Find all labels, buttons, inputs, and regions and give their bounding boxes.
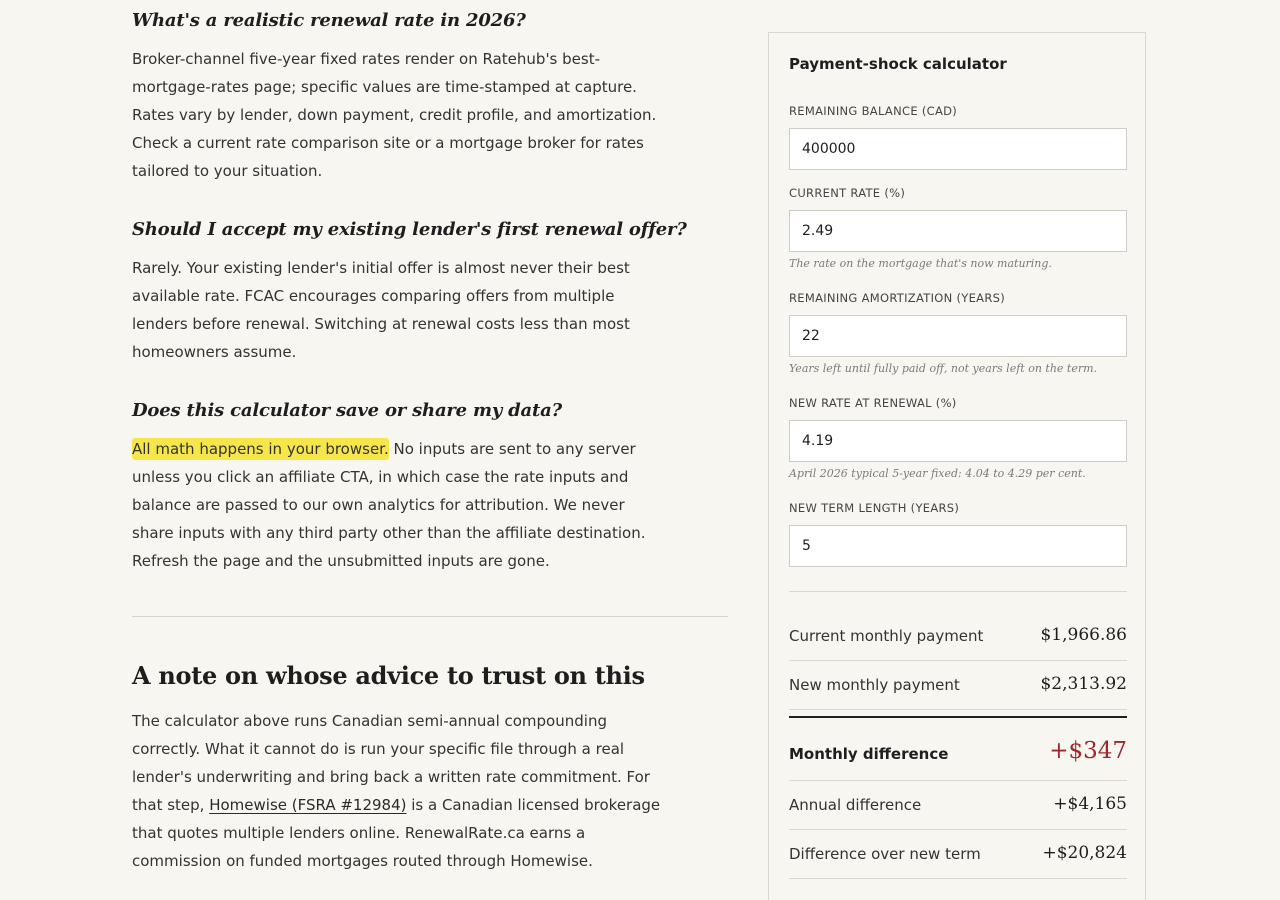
section-divider — [132, 616, 728, 617]
new-rate-hint: April 2026 typical 5-year fixed: 4.04 to 4.29 per cent. — [789, 467, 1086, 480]
results-separator — [789, 591, 1127, 592]
note-text-before-link: The calculator above runs Canadian semi-annual compounding correctly. What it cannot do is run your specific file through a real lender's underwriting and bring back a written rate commitment. For that step, — [132, 712, 650, 814]
note-paragraph — [132, 707, 662, 875]
faq-question-first-offer: Should I accept my existing lender's first renewal offer? — [132, 219, 687, 240]
result-row-divider — [789, 878, 1127, 879]
calculator-title: Payment-shock calculator — [789, 55, 1007, 73]
new-rate-label: NEW RATE AT RENEWAL (%) — [789, 396, 957, 410]
current-rate-hint: The rate on the mortgage that's now maturing. — [789, 257, 1052, 270]
remaining-balance-input[interactable] — [789, 128, 1127, 170]
payment-shock-calculator — [768, 32, 1146, 900]
remaining-balance-label: REMAINING BALANCE (CAD) — [789, 104, 958, 118]
monthly-difference-label: Monthly difference — [789, 745, 949, 763]
faq-answer-data-privacy — [132, 435, 657, 575]
current-monthly-payment-label: Current monthly payment — [789, 627, 984, 645]
current-rate-input[interactable] — [789, 210, 1127, 252]
annual-difference-label: Annual difference — [789, 796, 922, 814]
faq-answer-data-privacy-rest: No inputs are sent to any server unless you click an affiliate CTA, in which case the rate inputs and balance are passed to our own analytics for attribution. We never share inputs with any third party other than the affiliate destination. Refresh the page and the unsubmitted inputs are gone. — [132, 440, 646, 570]
total-rule — [789, 716, 1127, 718]
remaining-amortization-input[interactable] — [789, 315, 1127, 357]
result-row-divider — [789, 660, 1127, 661]
new-term-length-label: NEW TERM LENGTH (YEARS) — [789, 501, 960, 515]
result-row-divider — [789, 829, 1127, 830]
remaining-amortization-label: REMAINING AMORTIZATION (YEARS) — [789, 291, 1006, 305]
homewise-link[interactable]: Homewise (FSRA #12984) — [209, 796, 407, 814]
current-monthly-payment-value: $1,966.86 — [1040, 625, 1127, 645]
new-rate-input[interactable] — [789, 420, 1127, 462]
highlighted-text: All math happens in your browser. — [132, 440, 389, 458]
faq-answer-realistic-rate: Broker-channel five-year fixed rates render on Ratehub's best-mortgage-rates page; specific values are time-stamped at capture. Rates vary by lender, down payment, credit profile, and amortization. Check a current rate comparison site or a mortgage broker for rates tailored to your situation. — [132, 50, 657, 180]
note-text-after-link: is a Canadian licensed brokerage that quotes multiple lenders online. RenewalRate.ca earns a commission on funded mortgages routed through Homewise. — [132, 796, 661, 870]
new-term-length-input[interactable] — [789, 525, 1127, 567]
new-monthly-payment-value: $2,313.92 — [1040, 674, 1127, 694]
term-difference-value: +$20,824 — [1042, 843, 1127, 863]
result-row-divider — [789, 709, 1127, 710]
faq-answer-first-offer: Rarely. Your existing lender's initial offer is almost never their best available rate. FCAC encourages comparing offers from multiple lenders before renewal. Switching at renewal costs less than most homeowners assume. — [132, 259, 630, 361]
new-monthly-payment-label: New monthly payment — [789, 676, 960, 694]
monthly-difference-value: +$347 — [1049, 738, 1127, 764]
result-row-divider — [789, 780, 1127, 781]
remaining-amortization-hint: Years left until fully paid off, not years left on the term. — [789, 362, 1098, 375]
term-difference-label: Difference over new term — [789, 845, 981, 863]
current-rate-label: CURRENT RATE (%) — [789, 186, 906, 200]
faq-question-realistic-rate: What's a realistic renewal rate in 2026? — [132, 10, 526, 31]
note-section-title: A note on whose advice to trust on this — [132, 661, 645, 690]
annual-difference-value: +$4,165 — [1053, 794, 1127, 814]
faq-question-data-privacy: Does this calculator save or share my data? — [132, 400, 562, 421]
